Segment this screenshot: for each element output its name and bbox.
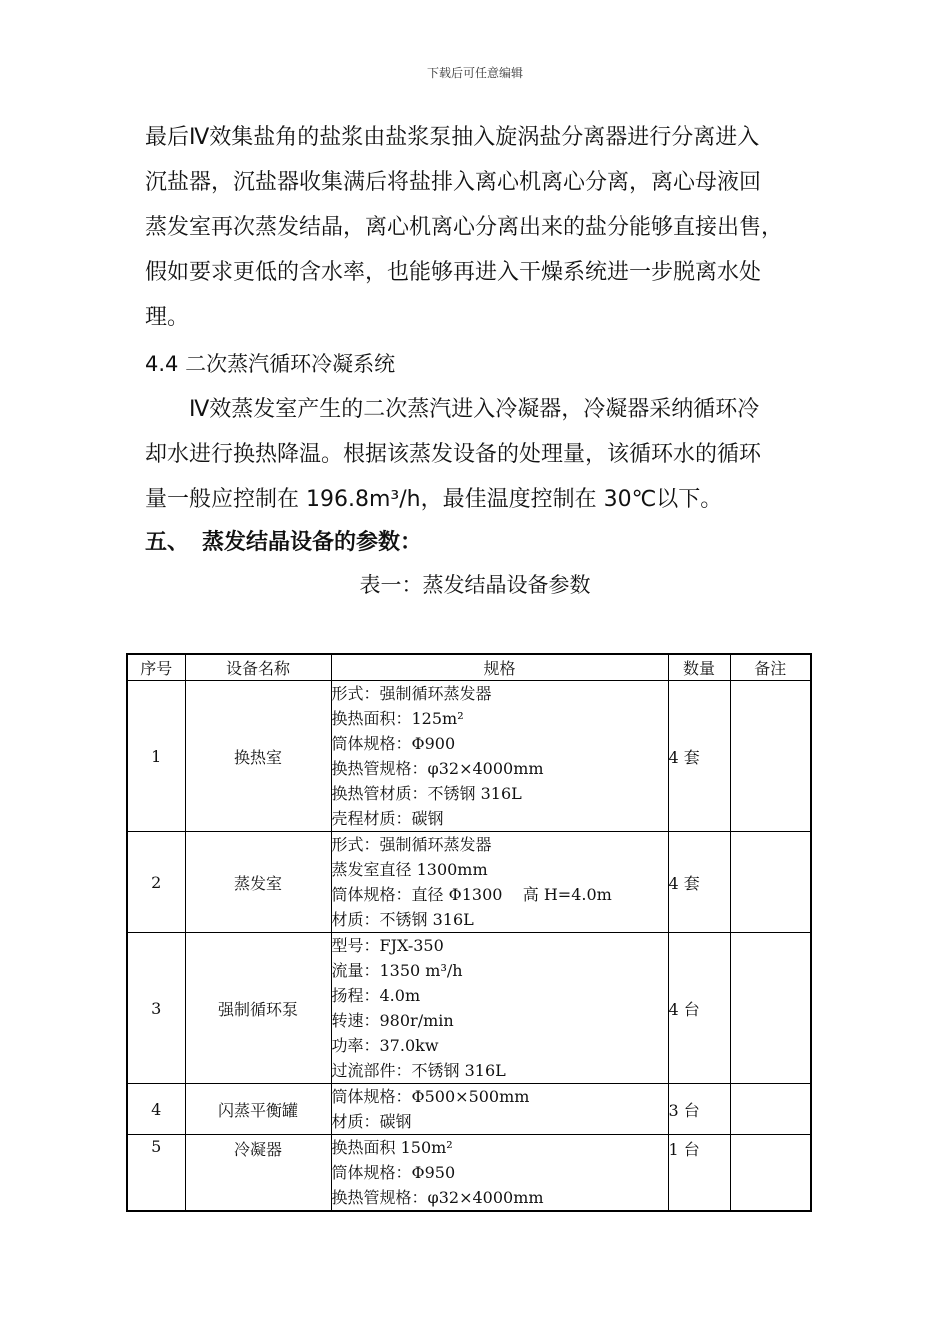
cell-name: 蒸发室 [185, 832, 331, 933]
spec-line: 蒸发室直径 1300mm [331, 860, 488, 879]
section-number: 五、 [145, 530, 190, 555]
cell-qty: 3 台 [668, 1084, 730, 1135]
header-qty: 数量 [668, 654, 730, 681]
cell-spec [331, 1135, 668, 1212]
header-note: 备注 [730, 654, 811, 681]
spec-line: 材质：不锈钢 316L [331, 910, 474, 929]
spec-line: 壳程材质：碳钢 [331, 809, 444, 828]
text-line: 沉盐器，沉盐器收集满后将盐排入离心机离心分离，离心母液回 [145, 170, 762, 195]
cell-name: 冷凝器 [185, 1135, 331, 1212]
cell-name: 闪蒸平衡罐 [185, 1084, 331, 1135]
section-heading-5 [145, 520, 422, 565]
cell-no: 3 [127, 933, 185, 1084]
cell-no: 2 [127, 832, 185, 933]
spec-line: 功率：37.0kw [331, 1036, 439, 1055]
section-heading-4-4: 4.4 二次蒸汽循环冷凝系统 [145, 352, 396, 376]
cell-no: 5 [127, 1135, 185, 1212]
spec-line: 形式：强制循环蒸发器 [331, 684, 492, 703]
header-name: 设备名称 [185, 654, 331, 681]
spec-line: 筒体规格：Φ900 [331, 734, 456, 753]
equipment-params-table [126, 653, 812, 1212]
spec-line: 换热管规格：φ32×4000mm [331, 1188, 544, 1207]
cell-qty: 4 套 [668, 832, 730, 933]
spec-line: 扬程：4.0m [331, 986, 421, 1005]
text-line: Ⅳ效蒸发室产生的二次蒸汽进入冷凝器，冷凝器采纳循环冷 [189, 397, 760, 422]
cell-spec [331, 933, 668, 1084]
spec-line: 流量：1350 m³/h [331, 961, 463, 980]
cell-note [730, 681, 811, 832]
cell-no: 1 [127, 681, 185, 832]
cell-qty: 4 台 [668, 933, 730, 1084]
cell-name: 换热室 [185, 681, 331, 832]
table-row [127, 681, 811, 832]
table-header-row [127, 654, 811, 681]
cell-name: 强制循环泵 [185, 933, 331, 1084]
table-row [127, 933, 811, 1084]
text-line: 量一般应控制在 196.8m³/h，最佳温度控制在 30℃以下。 [145, 487, 723, 512]
table-row [127, 1084, 811, 1135]
cell-note [730, 1084, 811, 1135]
cell-qty: 1 台 [668, 1135, 730, 1212]
cell-spec [331, 1084, 668, 1135]
spec-line: 换热面积 150m² [331, 1138, 453, 1157]
spec-line: 转速：980r/min [331, 1011, 454, 1030]
text-line: 最后Ⅳ效集盐角的盐浆由盐浆泵抽入旋涡盐分离器进行分离进入 [145, 125, 760, 150]
spec-line: 换热面积：125m² [331, 709, 464, 728]
header-spec: 规格 [331, 654, 668, 681]
spec-line: 换热管规格：φ32×4000mm [331, 759, 544, 778]
spec-line: 筒体规格：Φ500×500mm [331, 1087, 530, 1106]
spec-line: 筒体规格：Φ950 [331, 1163, 456, 1182]
header-no: 序号 [127, 654, 185, 681]
text-line: 假如要求更低的含水率，也能够再进入干燥系统进一步脱离水处 [145, 260, 762, 285]
section-title: 蒸发结晶设备的参数： [202, 530, 423, 555]
paragraph-condensation [145, 387, 815, 522]
text-line: 却水进行换热降温。根据该蒸发设备的处理量，该循环水的循环 [145, 442, 762, 467]
spec-line: 形式：强制循环蒸发器 [331, 835, 492, 854]
cell-note [730, 933, 811, 1084]
spec-line: 筒体规格：直径 Φ1300 高 H=4.0m [331, 885, 612, 904]
header-note: 下载后可任意编辑 [426, 66, 523, 80]
paragraph-salt-separation [145, 115, 815, 340]
cell-note [730, 1135, 811, 1212]
cell-no: 4 [127, 1084, 185, 1135]
text-line: 蒸发室再次蒸发结晶，离心机离心分离出来的盐分能够直接出售， [145, 215, 784, 240]
spec-line: 过流部件：不锈钢 316L [331, 1061, 506, 1080]
cell-spec [331, 681, 668, 832]
text-line: 理。 [145, 305, 190, 330]
spec-line: 材质：碳钢 [331, 1112, 412, 1131]
table-row [127, 1135, 811, 1212]
table-row [127, 832, 811, 933]
spec-line: 型号：FJX-350 [331, 936, 444, 955]
spec-line: 换热管材质：不锈钢 316L [331, 784, 522, 803]
cell-spec [331, 832, 668, 933]
table-caption: 表一：蒸发结晶设备参数 [359, 573, 591, 597]
cell-qty: 4 套 [668, 681, 730, 832]
cell-note [730, 832, 811, 933]
